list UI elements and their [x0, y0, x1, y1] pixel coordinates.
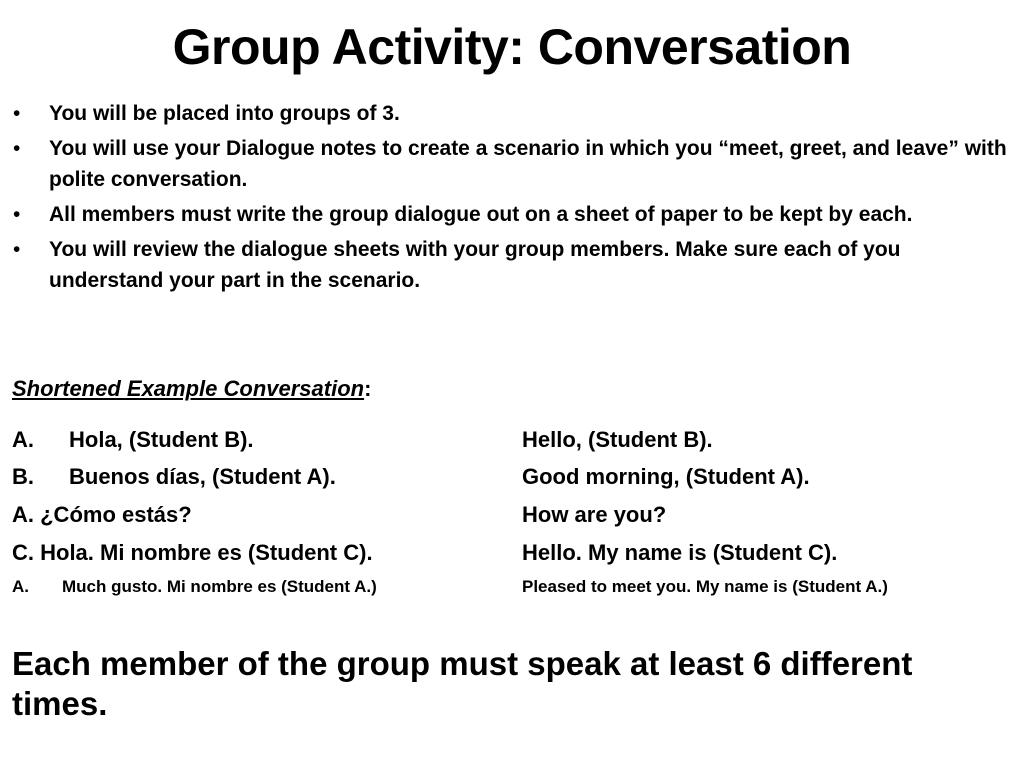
instruction-text: All members must write the group dialogue out on a sheet of paper to be kept by each.	[49, 203, 913, 226]
instruction-item	[12, 133, 1012, 195]
example-heading-text: Shortened Example Conversation	[12, 376, 365, 401]
spanish-text: Much gusto. Mi nombre es (Student A.)	[62, 577, 377, 596]
spanish-line	[12, 423, 517, 457]
example-heading-colon: :	[364, 376, 372, 401]
spanish-text: Buenos días, (Student A).	[69, 464, 336, 489]
english-line: Hello, (Student B).	[522, 427, 713, 452]
spanish-line	[12, 570, 517, 604]
closing-statement: Each member of the group must speak at least 6 different times.	[12, 645, 913, 722]
example-heading	[12, 373, 371, 405]
spanish-line	[12, 460, 517, 494]
instruction-item	[12, 98, 1012, 129]
instruction-item	[12, 199, 1012, 230]
bullet-icon: •	[13, 238, 21, 261]
spanish-text: Hola, (Student B).	[69, 427, 254, 452]
instructions-list	[12, 98, 1012, 300]
english-line: Good morning, (Student A).	[522, 464, 810, 489]
instruction-item	[12, 234, 1012, 296]
english-line: Pleased to meet you. My name is (Student A.)	[522, 577, 888, 596]
line-marker: A.	[12, 427, 34, 452]
slide-title: Group Activity: Conversation	[172, 19, 852, 75]
bullet-icon: •	[13, 137, 21, 160]
english-line: Hello. My name is (Student C).	[522, 540, 838, 565]
english-line: How are you?	[522, 502, 667, 527]
bullet-icon: •	[13, 102, 21, 125]
instruction-text: You will use your Dialogue notes to create a scenario in which you “meet, greet, and leave” with polite conversation.	[49, 137, 1007, 191]
instruction-text: You will review the dialogue sheets with your group members. Make sure each of you understand your part in the scenario.	[49, 238, 901, 292]
bullet-icon: •	[13, 203, 21, 226]
line-marker: A.	[12, 577, 29, 596]
instruction-text: You will be placed into groups of 3.	[49, 102, 400, 125]
line-marker: B.	[12, 464, 34, 489]
spanish-line: A. ¿Cómo estás?	[12, 502, 192, 527]
spanish-line: C. Hola. Mi nombre es (Student C).	[12, 540, 373, 565]
